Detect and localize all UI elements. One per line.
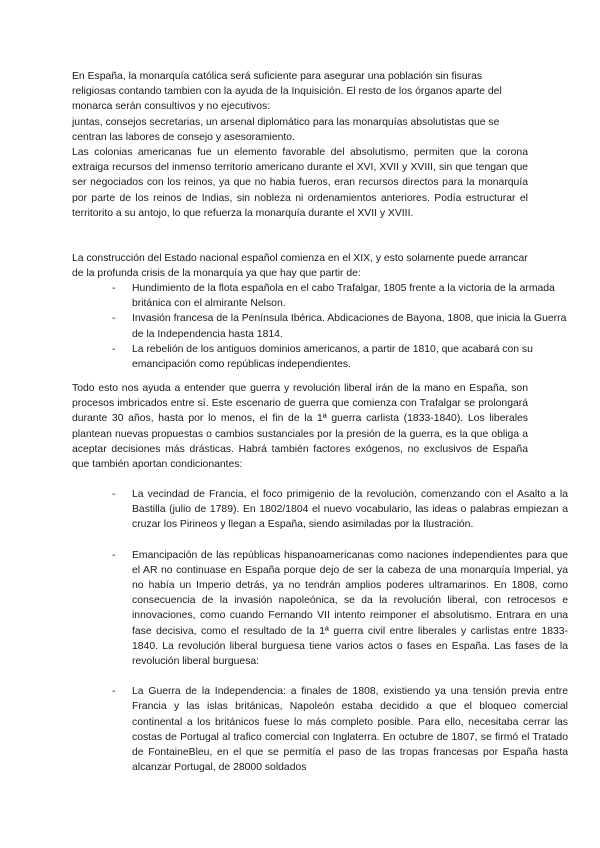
list-item: - La Guerra de la Independencia: a finales de 1808, existiendo ya una tensión previa entre Francia y las islas británicas, Napoleón estaba decidido a que el bloqueo comercial continental a los británicos fuese lo más completo posible. Para ello, necesitaba cerrar las costas de Portugal al trafico comercial con Inglaterra. En octubre de 1807, se firmó el Tratado de FontaineBleu, en el que se permitía el paso de las tropas francesas por España hasta alcanzar Portugal, de 28000 soldados bbox=[132, 684, 568, 775]
paragraph-3: Las colonias americanas fue un elemento favorable del absolutismo, permiten que la corona extraiga recursos del inmenso territorio americano durante el XVI, XVII y XVIII, sin que tengan que ser negociados con los reinos, ya que no habia fueros, eran recursos directos para la monarquía por parte de los reinos de Indias, sin nobleza ni ordenamientos anteriores. Podía estructurar el territorito a su antojo, lo que refuerza la monarquía durante el XVII y XVIII. bbox=[72, 147, 528, 219]
list-item: - Emancipación de las repúblicas hispanoamericanas como naciones independientes para que el AR no continuase en España porque dejo de ser la cabeza de una monarquía Imperial, ya no había un Imperio detrás, ya no tendrán amplios poderes ultramarinos. En 1808, como consecuencia de la invasión napoleónica, se da la revolución liberal, con retrocesos e innovaciones, como cuando Fernando VII intento reimponer el absolutismo. Entrara en una fase decisiva, como el resultado de la 1ª guerra civil entre liberales y carlistas entre 1833-1840. La revolución liberal burguesa tiene varios actos o fases en España. Las fases de la revolución liberal burguesa: bbox=[132, 548, 568, 670]
list-item: - La rebelión de los antiguos dominios americanos, a partir de 1810, que acabará con su emancipación como repúblicas independientes. bbox=[132, 342, 568, 372]
paragraph-1: En España, la monarquía católica será suficiente para asegurar una población sin fisuras religiosas contando tambien con la ayuda de la Inquisición. El resto de los órganos aparte del monarca serán consultivos y no ejecutivos: bbox=[72, 71, 502, 113]
paragraph-4: La construcción del Estado nacional español comienza en el XIX, y esto solamente puede arrancar de la profunda crisis de la monarquía ya que hay que partir de: bbox=[72, 253, 528, 280]
list-item: - La vecindad de Francia, el foco primigenio de la revolución, comenzando con el Asalto a la Bastilla (julio de 1789). En 1802/1804 el nuevo vocabulario, las ideas o palabras empiezan a cruzar los Pirineos y llegan a España, siendo asimiladas por la Ilustración. bbox=[132, 487, 568, 533]
list-item: - Hundimiento de la flota española en el cabo Trafalgar, 1805 frente a la victoria de la armada británica con el almirante Nelson. bbox=[132, 281, 568, 311]
paragraph-2: juntas, consejos secretarias, un arsenal diplomático para las monarquías absolutistas que se centran las labores de consejo y asesoramiento. bbox=[72, 117, 500, 144]
paragraph-5: Todo esto nos ayuda a entender que guerra y revolución liberal irán de la mano en España, son procesos imbricados entre sí. Este escenario de guerra que comienza con Trafalgar se prolongará durante 30 años, hasta por lo menos, el fin de la 1ª guerra carlista (1833-1840). Los liberales plantean nuevas propuestas o cambios sustanciales por la presión de la guerra, es la que obliga a aceptar decisiones más drásticas. Habrá también factores exógenos, no exclusivos de España que también aportan condicionantes: bbox=[72, 383, 528, 471]
bullet-list-1 bbox=[92, 281, 568, 372]
bullet-list-2 bbox=[92, 487, 568, 775]
list-item: - Invasión francesa de la Península Ibérica. Abdicaciones de Bayona, 1808, que inicia la Guerra de la Independencia hasta 1814. bbox=[132, 311, 568, 341]
